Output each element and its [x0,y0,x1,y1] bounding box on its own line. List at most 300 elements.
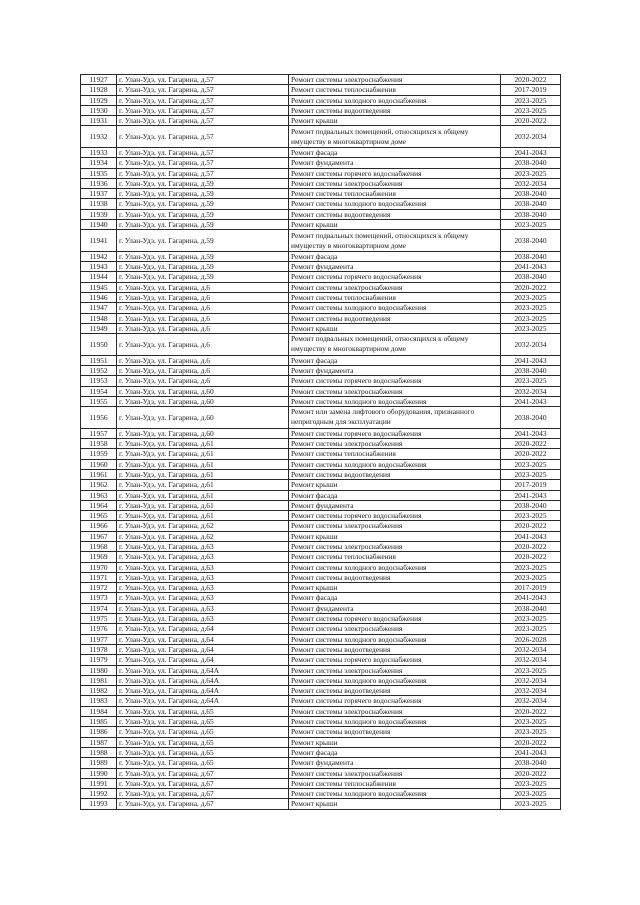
table-row [81,480,561,490]
table-row [81,407,561,429]
table-row [81,303,561,313]
work-type-cell: Ремонт системы электроснабжения [289,768,501,778]
work-type-cell: Ремонт системы водоотведения [289,209,501,219]
address-cell: г. Улан-Удэ, ул. Гагарина, д.64А [117,696,289,706]
row-number: 11937 [81,189,117,199]
row-number: 11930 [81,105,117,115]
period-cell: 2023-2025 [501,789,561,799]
period-cell: 2023-2025 [501,323,561,333]
work-type-cell: Ремонт системы теплоснабжения [289,552,501,562]
work-type-cell: Ремонт системы холодного водоснабжения [289,675,501,685]
row-number: 11989 [81,758,117,768]
row-number: 11970 [81,562,117,572]
period-cell: 2023-2025 [501,562,561,572]
table-row [81,603,561,613]
period-cell: 2023-2025 [501,459,561,469]
period-cell: 2017-2019 [501,85,561,95]
table-row [81,147,561,157]
table-row [81,799,561,809]
row-number: 11966 [81,521,117,531]
work-type-cell: Ремонт фасада [289,490,501,500]
work-type-cell: Ремонт системы холодного водоснабжения [289,303,501,313]
table-row [81,376,561,386]
table-row [81,758,561,768]
address-cell: г. Улан-Удэ, ул. Гагарина, д.61 [117,449,289,459]
table-row [81,737,561,747]
period-cell: 2032-2034 [501,386,561,396]
period-cell: 2023-2025 [501,293,561,303]
table-row [81,428,561,438]
table-row [81,262,561,272]
work-type-cell: Ремонт системы водоотведения [289,572,501,582]
address-cell: г. Улан-Удэ, ул. Гагарина, д.6 [117,282,289,292]
row-number: 11938 [81,199,117,209]
period-cell: 2041-2043 [501,428,561,438]
address-cell: г. Улан-Удэ, ул. Гагарина, д.61 [117,480,289,490]
address-cell: г. Улан-Удэ, ул. Гагарина, д.64А [117,686,289,696]
table-row [81,272,561,282]
table-row [81,562,561,572]
table-row [81,747,561,757]
period-cell: 2032-2034 [501,686,561,696]
row-number: 11946 [81,293,117,303]
address-cell: г. Улан-Удэ, ул. Гагарина, д.59 [117,199,289,209]
address-cell: г. Улан-Удэ, ул. Гагарина, д.63 [117,572,289,582]
work-type-cell: Ремонт фасада [289,147,501,157]
period-cell: 2041-2043 [501,262,561,272]
row-number: 11962 [81,480,117,490]
row-number: 11949 [81,323,117,333]
table-row [81,116,561,126]
work-type-cell: Ремонт крыши [289,737,501,747]
table-row [81,624,561,634]
table-row [81,686,561,696]
row-number: 11993 [81,799,117,809]
period-cell: 2023-2025 [501,303,561,313]
address-cell: г. Улан-Удэ, ул. Гагарина, д.57 [117,75,289,85]
address-cell: г. Улан-Удэ, ул. Гагарина, д.60 [117,407,289,429]
row-number: 11939 [81,209,117,219]
period-cell: 2020-2022 [501,449,561,459]
address-cell: г. Улан-Удэ, ул. Гагарина, д.57 [117,85,289,95]
table-row [81,126,561,148]
row-number: 11978 [81,644,117,654]
work-type-cell: Ремонт крыши [289,116,501,126]
row-number: 11963 [81,490,117,500]
row-number: 11952 [81,366,117,376]
address-cell: г. Улан-Удэ, ул. Гагарина, д.60 [117,396,289,406]
address-cell: г. Улан-Удэ, ул. Гагарина, д.6 [117,334,289,356]
period-cell: 2020-2022 [501,439,561,449]
table-row [81,282,561,292]
period-cell: 2020-2022 [501,552,561,562]
table-row [81,75,561,85]
period-cell: 2038-2040 [501,230,561,252]
work-type-cell: Ремонт системы водоотведения [289,105,501,115]
table-row [81,531,561,541]
period-cell: 2023-2025 [501,511,561,521]
table-row [81,490,561,500]
row-number: 11953 [81,376,117,386]
table-row [81,644,561,654]
address-cell: г. Улан-Удэ, ул. Гагарина, д.67 [117,778,289,788]
work-type-cell: Ремонт крыши [289,583,501,593]
work-type-cell: Ремонт системы теплоснабжения [289,189,501,199]
row-number: 11940 [81,220,117,230]
work-type-cell: Ремонт фундамента [289,366,501,376]
row-number: 11929 [81,95,117,105]
period-cell: 2038-2040 [501,758,561,768]
address-cell: г. Улан-Удэ, ул. Гагарина, д.57 [117,116,289,126]
row-number: 11965 [81,511,117,521]
table-row [81,334,561,356]
repair-schedule-table [80,74,561,810]
row-number: 11987 [81,737,117,747]
period-cell: 2020-2022 [501,116,561,126]
address-cell: г. Улан-Удэ, ул. Гагарина, д.67 [117,789,289,799]
work-type-cell: Ремонт системы теплоснабжения [289,778,501,788]
table-row [81,386,561,396]
period-cell: 2041-2043 [501,396,561,406]
row-number: 11935 [81,168,117,178]
table-row [81,439,561,449]
work-type-cell: Ремонт системы электроснабжения [289,386,501,396]
row-number: 11973 [81,593,117,603]
period-cell: 2038-2040 [501,209,561,219]
table-row [81,355,561,365]
table-row [81,572,561,582]
period-cell: 2023-2025 [501,376,561,386]
row-number: 11957 [81,428,117,438]
work-type-cell: Ремонт системы теплоснабжения [289,293,501,303]
row-number: 11967 [81,531,117,541]
work-type-cell: Ремонт системы горячего водоснабжения [289,272,501,282]
period-cell: 2023-2025 [501,95,561,105]
address-cell: г. Улан-Удэ, ул. Гагарина, д.6 [117,355,289,365]
row-number: 11971 [81,572,117,582]
period-cell: 2023-2025 [501,624,561,634]
work-type-cell: Ремонт крыши [289,323,501,333]
row-number: 11951 [81,355,117,365]
table-row [81,105,561,115]
row-number: 11955 [81,396,117,406]
address-cell: г. Улан-Удэ, ул. Гагарина, д.63 [117,603,289,613]
work-type-cell: Ремонт фундамента [289,262,501,272]
row-number: 11986 [81,727,117,737]
address-cell: г. Улан-Удэ, ул. Гагарина, д.65 [117,706,289,716]
table-row [81,366,561,376]
period-cell: 2032-2034 [501,655,561,665]
address-cell: г. Улан-Удэ, ул. Гагарина, д.67 [117,799,289,809]
period-cell: 2017-2019 [501,583,561,593]
work-type-cell: Ремонт фасада [289,251,501,261]
period-cell: 2023-2025 [501,614,561,624]
period-cell: 2023-2025 [501,313,561,323]
table-row [81,158,561,168]
address-cell: г. Улан-Удэ, ул. Гагарина, д.67 [117,768,289,778]
address-cell: г. Улан-Удэ, ул. Гагарина, д.64 [117,634,289,644]
work-type-cell: Ремонт системы электроснабжения [289,665,501,675]
period-cell: 2038-2040 [501,251,561,261]
table-row [81,583,561,593]
address-cell: г. Улан-Удэ, ул. Гагарина, д.61 [117,439,289,449]
table-row [81,511,561,521]
address-cell: г. Улан-Удэ, ул. Гагарина, д.57 [117,147,289,157]
period-cell: 2020-2022 [501,541,561,551]
address-cell: г. Улан-Удэ, ул. Гагарина, д.59 [117,251,289,261]
table-row [81,459,561,469]
period-cell: 2041-2043 [501,147,561,157]
table-row [81,293,561,303]
table-row [81,168,561,178]
period-cell: 2032-2034 [501,126,561,148]
address-cell: г. Улан-Удэ, ул. Гагарина, д.63 [117,614,289,624]
period-cell: 2026-2028 [501,634,561,644]
work-type-cell: Ремонт фундамента [289,758,501,768]
period-cell: 2020-2022 [501,282,561,292]
period-cell: 2023-2025 [501,799,561,809]
period-cell: 2041-2043 [501,531,561,541]
period-cell: 2017-2019 [501,480,561,490]
address-cell: г. Улан-Удэ, ул. Гагарина, д.59 [117,220,289,230]
work-type-cell: Ремонт системы водоотведения [289,644,501,654]
period-cell: 2020-2022 [501,521,561,531]
address-cell: г. Улан-Удэ, ул. Гагарина, д.65 [117,727,289,737]
table-row [81,593,561,603]
address-cell: г. Улан-Удэ, ул. Гагарина, д.61 [117,511,289,521]
address-cell: г. Улан-Удэ, ул. Гагарина, д.60 [117,428,289,438]
work-type-cell: Ремонт крыши [289,531,501,541]
work-type-cell: Ремонт системы холодного водоснабжения [289,717,501,727]
work-type-cell: Ремонт фундамента [289,603,501,613]
table-row [81,85,561,95]
table-row [81,778,561,788]
work-type-cell: Ремонт или замена лифтового оборудования, признанного непригодным для эксплуатации [289,407,501,429]
table-row [81,634,561,644]
work-type-cell: Ремонт фасада [289,593,501,603]
address-cell: г. Улан-Удэ, ул. Гагарина, д.57 [117,95,289,105]
address-cell: г. Улан-Удэ, ул. Гагарина, д.63 [117,541,289,551]
address-cell: г. Улан-Удэ, ул. Гагарина, д.63 [117,593,289,603]
address-cell: г. Улан-Удэ, ул. Гагарина, д.60 [117,386,289,396]
row-number: 11988 [81,747,117,757]
table-row [81,541,561,551]
work-type-cell: Ремонт системы электроснабжения [289,521,501,531]
row-number: 11991 [81,778,117,788]
table-row [81,220,561,230]
address-cell: г. Улан-Удэ, ул. Гагарина, д.59 [117,189,289,199]
work-type-cell: Ремонт подвальных помещений, относящихся к общему имуществу в многоквартирном доме [289,126,501,148]
row-number: 11945 [81,282,117,292]
row-number: 11941 [81,230,117,252]
period-cell: 2038-2040 [501,199,561,209]
row-number: 11992 [81,789,117,799]
table-row [81,469,561,479]
row-number: 11928 [81,85,117,95]
work-type-cell: Ремонт системы холодного водоснабжения [289,396,501,406]
row-number: 11943 [81,262,117,272]
address-cell: г. Улан-Удэ, ул. Гагарина, д.65 [117,737,289,747]
address-cell: г. Улан-Удэ, ул. Гагарина, д.64 [117,624,289,634]
work-type-cell: Ремонт системы горячего водоснабжения [289,168,501,178]
row-number: 11934 [81,158,117,168]
work-type-cell: Ремонт системы теплоснабжения [289,85,501,95]
period-cell: 2023-2025 [501,105,561,115]
table-row [81,500,561,510]
period-cell: 2041-2043 [501,355,561,365]
work-type-cell: Ремонт фундамента [289,500,501,510]
row-number: 11927 [81,75,117,85]
row-number: 11985 [81,717,117,727]
address-cell: г. Улан-Удэ, ул. Гагарина, д.61 [117,500,289,510]
address-cell: г. Улан-Удэ, ул. Гагарина, д.59 [117,209,289,219]
period-cell: 2041-2043 [501,747,561,757]
address-cell: г. Улан-Удэ, ул. Гагарина, д.57 [117,158,289,168]
address-cell: г. Улан-Удэ, ул. Гагарина, д.61 [117,459,289,469]
period-cell: 2023-2025 [501,220,561,230]
table-row [81,323,561,333]
table-row [81,665,561,675]
period-cell: 2041-2043 [501,490,561,500]
row-number: 11931 [81,116,117,126]
address-cell: г. Улан-Удэ, ул. Гагарина, д.59 [117,230,289,252]
row-number: 11975 [81,614,117,624]
table-row [81,230,561,252]
table-row [81,178,561,188]
period-cell: 2020-2022 [501,737,561,747]
work-type-cell: Ремонт фундамента [289,158,501,168]
address-cell: г. Улан-Удэ, ул. Гагарина, д.65 [117,747,289,757]
work-type-cell: Ремонт системы водоотведения [289,469,501,479]
period-cell: 2032-2034 [501,178,561,188]
work-type-cell: Ремонт системы электроснабжения [289,178,501,188]
row-number: 11954 [81,386,117,396]
work-type-cell: Ремонт системы холодного водоснабжения [289,459,501,469]
row-number: 11958 [81,439,117,449]
period-cell: 2023-2025 [501,572,561,582]
address-cell: г. Улан-Удэ, ул. Гагарина, д.59 [117,178,289,188]
work-type-cell: Ремонт системы электроснабжения [289,706,501,716]
row-number: 11976 [81,624,117,634]
address-cell: г. Улан-Удэ, ул. Гагарина, д.59 [117,262,289,272]
period-cell: 2023-2025 [501,727,561,737]
work-type-cell: Ремонт системы горячего водоснабжения [289,376,501,386]
work-type-cell: Ремонт системы электроснабжения [289,624,501,634]
work-type-cell: Ремонт системы холодного водоснабжения [289,199,501,209]
row-number: 11942 [81,251,117,261]
row-number: 11972 [81,583,117,593]
period-cell: 2038-2040 [501,366,561,376]
work-type-cell: Ремонт фасада [289,355,501,365]
period-cell: 2032-2034 [501,644,561,654]
address-cell: г. Улан-Удэ, ул. Гагарина, д.61 [117,490,289,500]
row-number: 11948 [81,313,117,323]
work-type-cell: Ремонт системы водоотведения [289,727,501,737]
work-type-cell: Ремонт подвальных помещений, относящихся к общему имуществу в многоквартирном доме [289,334,501,356]
address-cell: г. Улан-Удэ, ул. Гагарина, д.6 [117,293,289,303]
table-row [81,449,561,459]
row-number: 11977 [81,634,117,644]
address-cell: г. Улан-Удэ, ул. Гагарина, д.6 [117,313,289,323]
table-row [81,696,561,706]
table-row [81,396,561,406]
period-cell: 2032-2034 [501,334,561,356]
address-cell: г. Улан-Удэ, ул. Гагарина, д.63 [117,562,289,572]
table-body [81,75,561,810]
row-number: 11964 [81,500,117,510]
table-row [81,655,561,665]
work-type-cell: Ремонт системы холодного водоснабжения [289,634,501,644]
work-type-cell: Ремонт крыши [289,480,501,490]
row-number: 11959 [81,449,117,459]
work-type-cell: Ремонт системы холодного водоснабжения [289,95,501,105]
address-cell: г. Улан-Удэ, ул. Гагарина, д.62 [117,531,289,541]
work-type-cell: Ремонт крыши [289,220,501,230]
table-row [81,251,561,261]
address-cell: г. Улан-Удэ, ул. Гагарина, д.57 [117,126,289,148]
period-cell: 2032-2034 [501,696,561,706]
address-cell: г. Улан-Удэ, ул. Гагарина, д.59 [117,272,289,282]
address-cell: г. Улан-Удэ, ул. Гагарина, д.65 [117,717,289,727]
table-row [81,614,561,624]
row-number: 11969 [81,552,117,562]
address-cell: г. Улан-Удэ, ул. Гагарина, д.64 [117,655,289,665]
work-type-cell: Ремонт системы электроснабжения [289,541,501,551]
table-row [81,209,561,219]
row-number: 11961 [81,469,117,479]
table-row [81,189,561,199]
work-type-cell: Ремонт системы горячего водоснабжения [289,428,501,438]
table-row [81,768,561,778]
address-cell: г. Улан-Удэ, ул. Гагарина, д.63 [117,583,289,593]
row-number: 11980 [81,665,117,675]
row-number: 11983 [81,696,117,706]
row-number: 11984 [81,706,117,716]
address-cell: г. Улан-Удэ, ул. Гагарина, д.6 [117,323,289,333]
address-cell: г. Улан-Удэ, ул. Гагарина, д.65 [117,758,289,768]
work-type-cell: Ремонт системы теплоснабжения [289,449,501,459]
table-row [81,313,561,323]
row-number: 11974 [81,603,117,613]
period-cell: 2023-2025 [501,778,561,788]
table-row [81,521,561,531]
work-type-cell: Ремонт системы холодного водоснабжения [289,562,501,572]
period-cell: 2023-2025 [501,168,561,178]
work-type-cell: Ремонт системы электроснабжения [289,282,501,292]
work-type-cell: Ремонт системы горячего водоснабжения [289,614,501,624]
row-number: 11947 [81,303,117,313]
work-type-cell: Ремонт системы холодного водоснабжения [289,789,501,799]
table-row [81,727,561,737]
period-cell: 2023-2025 [501,665,561,675]
work-type-cell: Ремонт системы горячего водоснабжения [289,511,501,521]
table-row [81,552,561,562]
address-cell: г. Улан-Удэ, ул. Гагарина, д.57 [117,168,289,178]
work-type-cell: Ремонт крыши [289,799,501,809]
row-number: 11990 [81,768,117,778]
row-number: 11981 [81,675,117,685]
work-type-cell: Ремонт системы водоотведения [289,313,501,323]
period-cell: 2023-2025 [501,717,561,727]
period-cell: 2020-2022 [501,706,561,716]
work-type-cell: Ремонт фасада [289,747,501,757]
address-cell: г. Улан-Удэ, ул. Гагарина, д.64А [117,665,289,675]
period-cell: 2038-2040 [501,407,561,429]
address-cell: г. Улан-Удэ, ул. Гагарина, д.61 [117,469,289,479]
table-row [81,717,561,727]
row-number: 11982 [81,686,117,696]
row-number: 11936 [81,178,117,188]
